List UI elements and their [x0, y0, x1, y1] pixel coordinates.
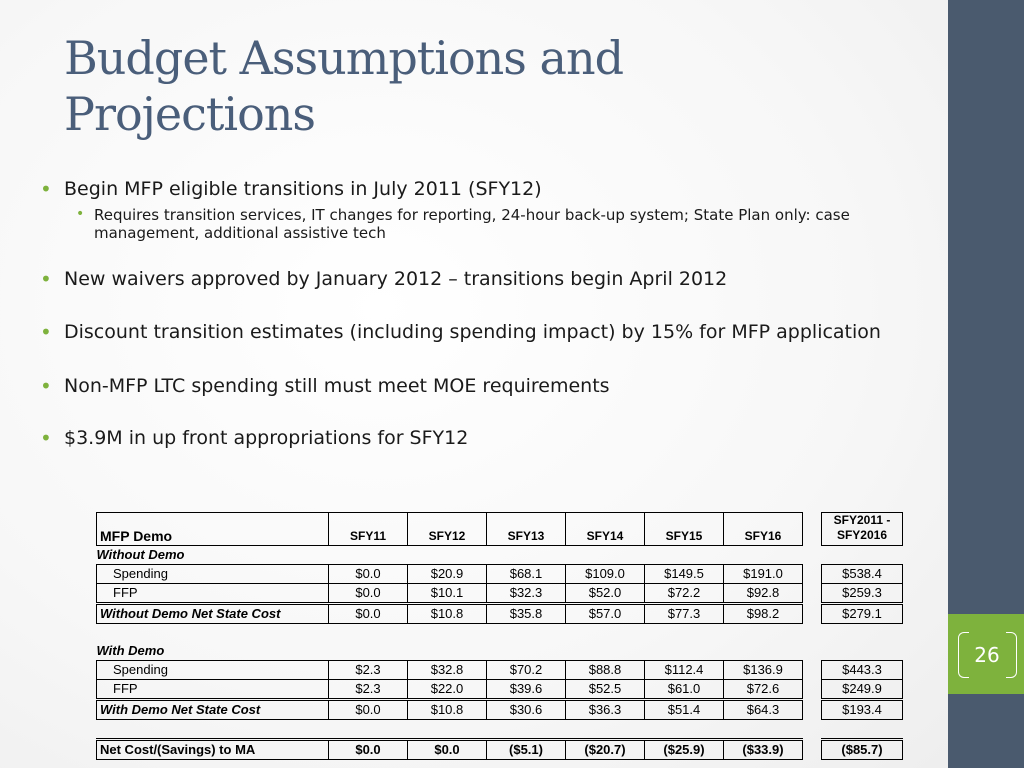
cell-value: $36.3 [566, 700, 645, 720]
bullet-list [40, 178, 920, 449]
title-line-1: Budget Assumptions and [64, 31, 624, 85]
section-row [97, 642, 903, 661]
title-line-2: Projections [64, 87, 316, 141]
cell-value: $10.8 [408, 700, 487, 720]
bullet-dot-icon: • [40, 320, 52, 344]
cell-value: $30.6 [487, 700, 566, 720]
slide-title [64, 30, 884, 142]
bullet-item [40, 427, 920, 449]
section-row [97, 546, 903, 565]
table-header-row [97, 513, 903, 546]
cell-value: $64.3 [724, 700, 803, 720]
header-year: SFY15 [645, 513, 724, 546]
cell-value: $136.9 [724, 661, 803, 680]
table-row [97, 565, 903, 584]
row-label: FFP [97, 584, 329, 604]
cell-value: $112.4 [645, 661, 724, 680]
header-year: SFY14 [566, 513, 645, 546]
cell-value: $32.8 [408, 661, 487, 680]
page-number: 26 [974, 643, 1000, 667]
table-row [97, 584, 903, 604]
cell-value: $70.2 [487, 661, 566, 680]
bullet-item [40, 321, 920, 343]
table-row [97, 740, 903, 760]
row-label: FFP [97, 680, 329, 700]
bullet-text: $3.9M in up front appropriations for SFY12 [64, 427, 469, 449]
cell-total: $259.3 [822, 584, 903, 604]
bullet-item [40, 178, 920, 200]
cell-value: $98.2 [724, 604, 803, 624]
header-year: SFY13 [487, 513, 566, 546]
table-row [97, 604, 903, 624]
table-row [97, 700, 903, 720]
cell-value: $22.0 [408, 680, 487, 700]
cell-total: $538.4 [822, 565, 903, 584]
cell-value: $0.0 [329, 700, 408, 720]
cell-value: ($33.9) [724, 740, 803, 760]
cell-total: $279.1 [822, 604, 903, 624]
cell-value: $52.0 [566, 584, 645, 604]
bullet-text: Non-MFP LTC spending still must meet MOE requirements [64, 375, 610, 397]
cell-total: ($85.7) [822, 740, 903, 760]
row-label: Spending [97, 661, 329, 680]
row-label: Spending [97, 565, 329, 584]
bullet-text: Discount transition estimates (including spending impact) by 15% for MFP application [64, 321, 881, 343]
cell-value: $0.0 [329, 740, 408, 760]
section-label: With Demo [96, 643, 165, 658]
header-year: SFY16 [724, 513, 803, 546]
bullet-item [40, 375, 920, 397]
cell-value: $39.6 [487, 680, 566, 700]
bullet-dot-icon: • [76, 206, 85, 222]
cell-value: $52.5 [566, 680, 645, 700]
cell-value: $10.8 [408, 604, 487, 624]
cell-value: $61.0 [645, 680, 724, 700]
cell-value: $2.3 [329, 680, 408, 700]
row-label: Net Cost/(Savings) to MA [97, 740, 329, 760]
cell-value: $191.0 [724, 565, 803, 584]
cell-value: $92.8 [724, 584, 803, 604]
cell-value: $20.9 [408, 565, 487, 584]
row-label: With Demo Net State Cost [97, 700, 329, 720]
bullet-text: New waivers approved by January 2012 – transitions begin April 2012 [64, 268, 728, 290]
budget-table [96, 512, 903, 760]
cell-value: $0.0 [329, 565, 408, 584]
header-year: SFY12 [408, 513, 487, 546]
bullet-dot-icon: • [40, 177, 52, 201]
cell-value: $35.8 [487, 604, 566, 624]
header-total: SFY2011 - SFY2016 [822, 513, 903, 546]
cell-total: $249.9 [822, 680, 903, 700]
bullet-dot-icon: • [40, 426, 52, 450]
cell-value: $51.4 [645, 700, 724, 720]
bullet-dot-icon: • [40, 267, 52, 291]
bullet-item [40, 268, 920, 290]
bullet-dot-icon: • [40, 374, 52, 398]
header-year: SFY11 [329, 513, 408, 546]
section-label: Without Demo [96, 547, 185, 562]
cell-value: $0.0 [329, 604, 408, 624]
sub-bullet-text: Requires transition services, IT changes for reporting, 24-hour back-up system; State Plan only: case management, additional assistive tech [94, 206, 850, 242]
cell-value: $0.0 [329, 584, 408, 604]
cell-value: ($5.1) [487, 740, 566, 760]
cell-value: $57.0 [566, 604, 645, 624]
cell-total: $443.3 [822, 661, 903, 680]
cell-value: $72.6 [724, 680, 803, 700]
cell-value: ($20.7) [566, 740, 645, 760]
cell-value: ($25.9) [645, 740, 724, 760]
cell-value: $88.8 [566, 661, 645, 680]
table-row [97, 661, 903, 680]
cell-total: $193.4 [822, 700, 903, 720]
table-row [97, 680, 903, 700]
row-label: Without Demo Net State Cost [97, 604, 329, 624]
cell-value: $68.1 [487, 565, 566, 584]
cell-value: $10.1 [408, 584, 487, 604]
cell-value: $109.0 [566, 565, 645, 584]
bullet-text: Begin MFP eligible transitions in July 2011 (SFY12) [64, 178, 542, 200]
cell-value: $149.5 [645, 565, 724, 584]
cell-value: $0.0 [408, 740, 487, 760]
sub-bullet-item [40, 206, 920, 242]
cell-value: $2.3 [329, 661, 408, 680]
cell-value: $32.3 [487, 584, 566, 604]
cell-value: $77.3 [645, 604, 724, 624]
cell-value: $72.2 [645, 584, 724, 604]
header-label: MFP Demo [97, 513, 329, 546]
